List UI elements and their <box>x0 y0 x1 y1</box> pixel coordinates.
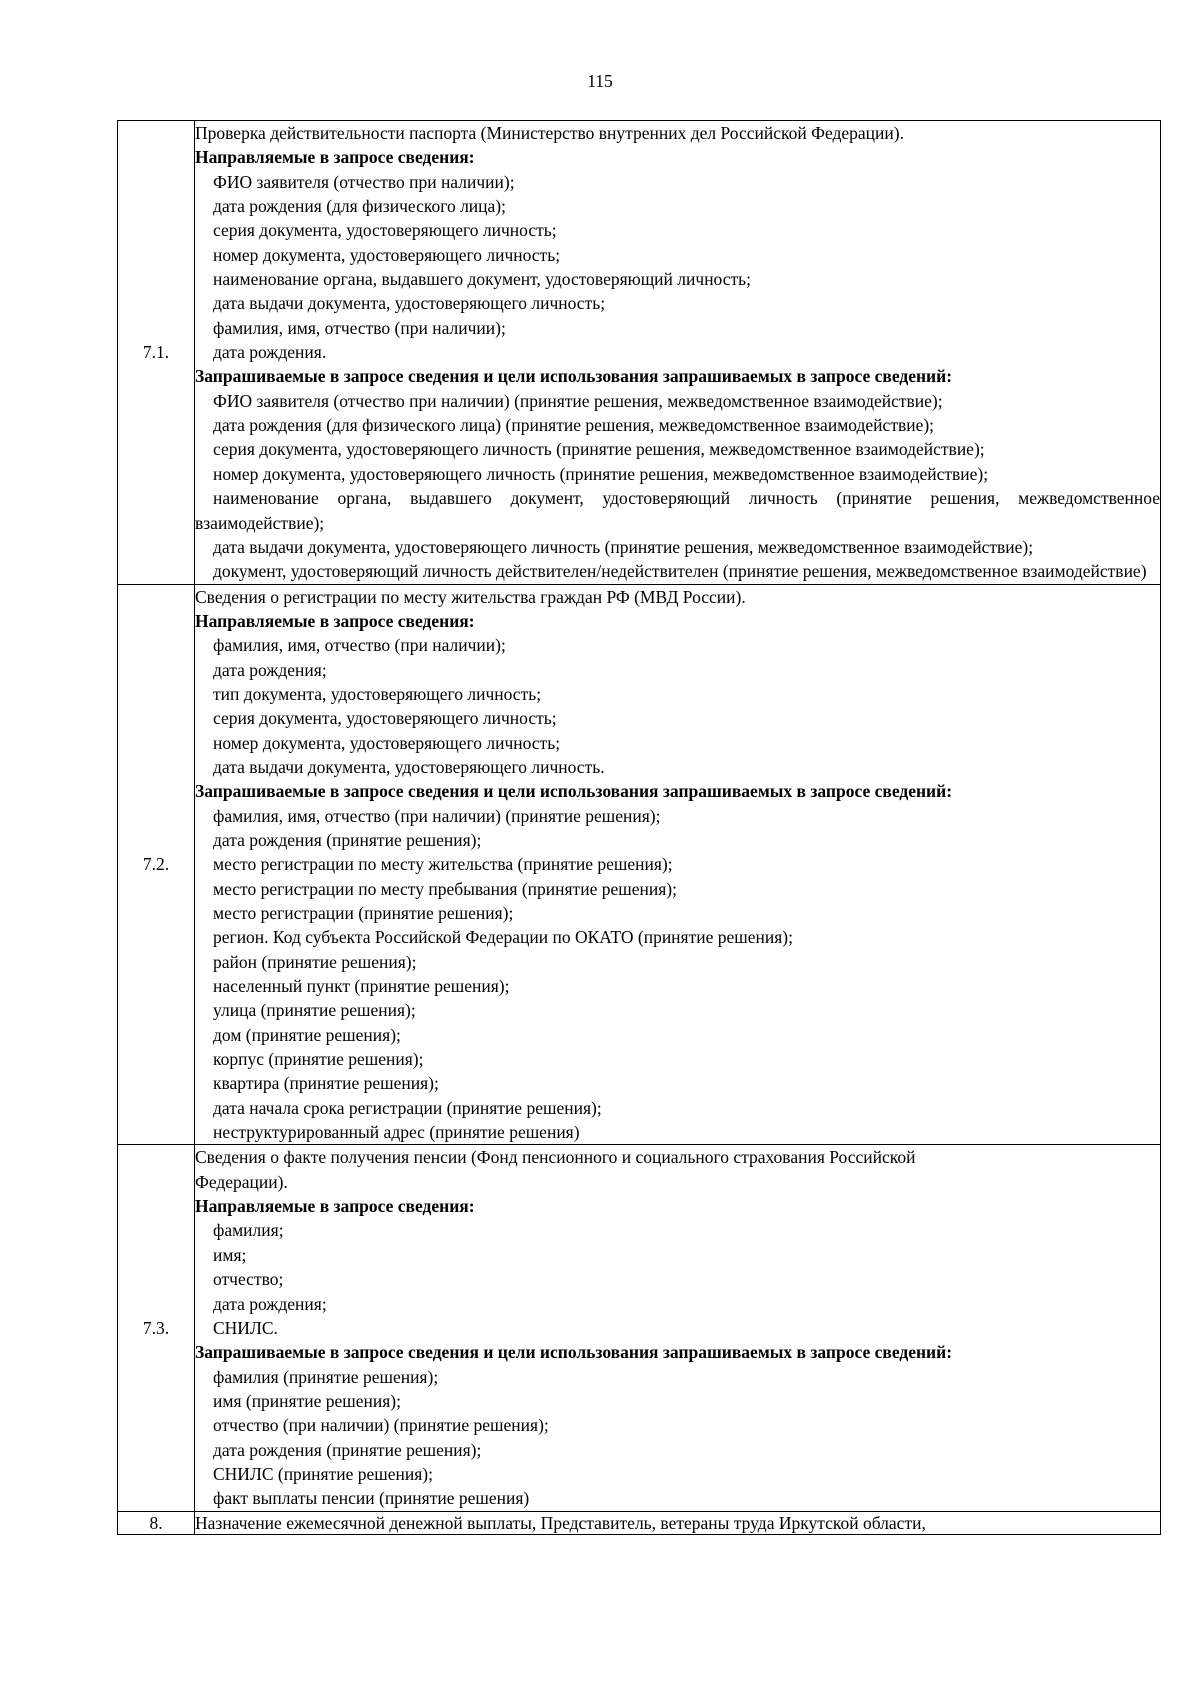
requested-item: дата рождения (принятие решения); <box>213 829 482 850</box>
table-row-7-3 <box>118 1145 1161 1511</box>
sent-item: серия документа, удостоверяющего личность; <box>213 220 557 241</box>
row-number: 8. <box>118 1511 195 1534</box>
requested-item: номер документа, удостоверяющего личность (принятие решения, межведомственное взаимодействие); <box>213 463 989 484</box>
page-number: 115 <box>587 71 613 91</box>
requested-item: место регистрации по месту жительства (принятие решения); <box>213 854 673 875</box>
requested-item: населенный пункт (принятие решения); <box>213 976 510 997</box>
requested-item: документ, удостоверяющий личность действителен/недействителен (принятие решения, межведомственное взаимодействие) <box>213 561 1147 582</box>
requested-item: факт выплаты пенсии (принятие решения) <box>213 1488 530 1509</box>
sent-item: дата выдачи документа, удостоверяющего личность; <box>213 293 606 314</box>
table-row-7-2 <box>118 584 1161 1145</box>
sent-item: дата рождения; <box>213 659 327 680</box>
sent-item: фамилия, имя, отчество (при наличии); <box>213 317 506 338</box>
sent-header: Направляемые в запросе сведения: <box>195 610 475 631</box>
requested-item: фамилия, имя, отчество (при наличии) (принятие решения); <box>213 805 661 826</box>
requested-item: наименование органа, выдавшего документ, удостоверяющий личность (принятие решения, межведомственное взаимодействие); <box>195 488 1160 533</box>
row-number: 7.2. <box>118 584 195 1145</box>
requested-item: ФИО заявителя (отчество при наличии) (принятие решения, межведомственное взаимодействие); <box>213 390 943 411</box>
row-title: Проверка действительности паспорта (Министерство внутренних дел Российской Федерации). <box>195 123 904 143</box>
row-content <box>195 1511 1161 1534</box>
sent-item: СНИЛС. <box>213 1317 278 1338</box>
requested-item: корпус (принятие решения); <box>213 1049 424 1070</box>
requested-item: имя (принятие решения); <box>213 1390 401 1411</box>
sent-item: наименование органа, выдавшего документ, удостоверяющий личность; <box>213 269 751 290</box>
sent-item: дата рождения. <box>213 342 327 363</box>
row-number: 7.1. <box>118 121 195 585</box>
requested-item: отчество (при наличии) (принятие решения); <box>213 1415 549 1436</box>
sent-item: серия документа, удостоверяющего личность; <box>213 708 557 729</box>
requested-header: Запрашиваемые в запросе сведения и цели использования запрашиваемых в запросе сведений: <box>195 781 953 802</box>
row-content <box>195 584 1161 1145</box>
requested-item: регион. Код субъекта Российской Федерации по ОКАТО (принятие решения); <box>213 927 793 948</box>
row-title: Назначение ежемесячной денежной выплаты, Представитель, ветераны труда Иркутской области, <box>195 1512 926 1533</box>
row-title: Федерации). <box>195 1171 288 1192</box>
requested-item: СНИЛС (принятие решения); <box>213 1463 433 1484</box>
sent-item: номер документа, удостоверяющего личность; <box>213 732 561 753</box>
row-number: 7.3. <box>118 1145 195 1511</box>
row-content <box>195 1145 1161 1511</box>
sent-item: дата рождения; <box>213 1293 327 1314</box>
requested-header: Запрашиваемые в запросе сведения и цели использования запрашиваемых в запросе сведений: <box>195 1342 953 1363</box>
row-title: Сведения о факте получения пенсии (Фонд пенсионного и социального страхования Российской <box>195 1147 916 1168</box>
requested-item: фамилия (принятие решения); <box>213 1366 439 1387</box>
sent-header: Направляемые в запросе сведения: <box>195 147 475 168</box>
requested-item: место регистрации (принятие решения); <box>213 903 514 923</box>
sent-item: фамилия, имя, отчество (при наличии); <box>213 635 506 656</box>
table-row-8 <box>118 1511 1161 1534</box>
sent-item: ФИО заявителя (отчество при наличии); <box>213 171 515 192</box>
requested-item: место регистрации по месту пребывания (принятие решения); <box>213 878 677 899</box>
sent-item: дата рождения (для физического лица); <box>213 196 506 217</box>
sent-item: дата выдачи документа, удостоверяющего личность. <box>213 756 605 777</box>
requested-item: дом (принятие решения); <box>213 1024 401 1045</box>
sent-item: тип документа, удостоверяющего личность; <box>213 683 542 704</box>
sent-item: фамилия; <box>213 1220 284 1241</box>
row-content <box>195 121 1161 585</box>
requested-header: Запрашиваемые в запросе сведения и цели использования запрашиваемых в запросе сведений: <box>195 366 953 387</box>
sent-item: номер документа, удостоверяющего личность; <box>213 244 561 265</box>
requested-item: дата рождения (принятие решения); <box>213 1439 482 1460</box>
table-row-7-1 <box>118 121 1161 585</box>
sent-item: отчество; <box>213 1269 284 1290</box>
sent-header: Направляемые в запросе сведения: <box>195 1196 475 1217</box>
requested-item: дата выдачи документа, удостоверяющего личность (принятие решения, межведомственное взаимодействие); <box>213 536 1034 557</box>
requested-item: квартира (принятие решения); <box>213 1073 439 1094</box>
requested-item: район (принятие решения); <box>213 951 417 972</box>
sent-item: имя; <box>213 1244 247 1265</box>
requested-item: дата рождения (для физического лица) (принятие решения, межведомственное взаимодействие); <box>213 415 935 436</box>
row-title: Сведения о регистрации по месту жительства граждан РФ (МВД России). <box>195 586 746 607</box>
requested-item: улица (принятие решения); <box>213 1000 416 1021</box>
services-table <box>117 120 1161 1535</box>
requested-item: дата начала срока регистрации (принятие решения); <box>213 1097 602 1118</box>
requested-item: серия документа, удостоверяющего личность (принятие решения, межведомственное взаимодействие); <box>213 439 985 460</box>
requested-item: неструктурированный адрес (принятие решения) <box>213 1122 580 1143</box>
